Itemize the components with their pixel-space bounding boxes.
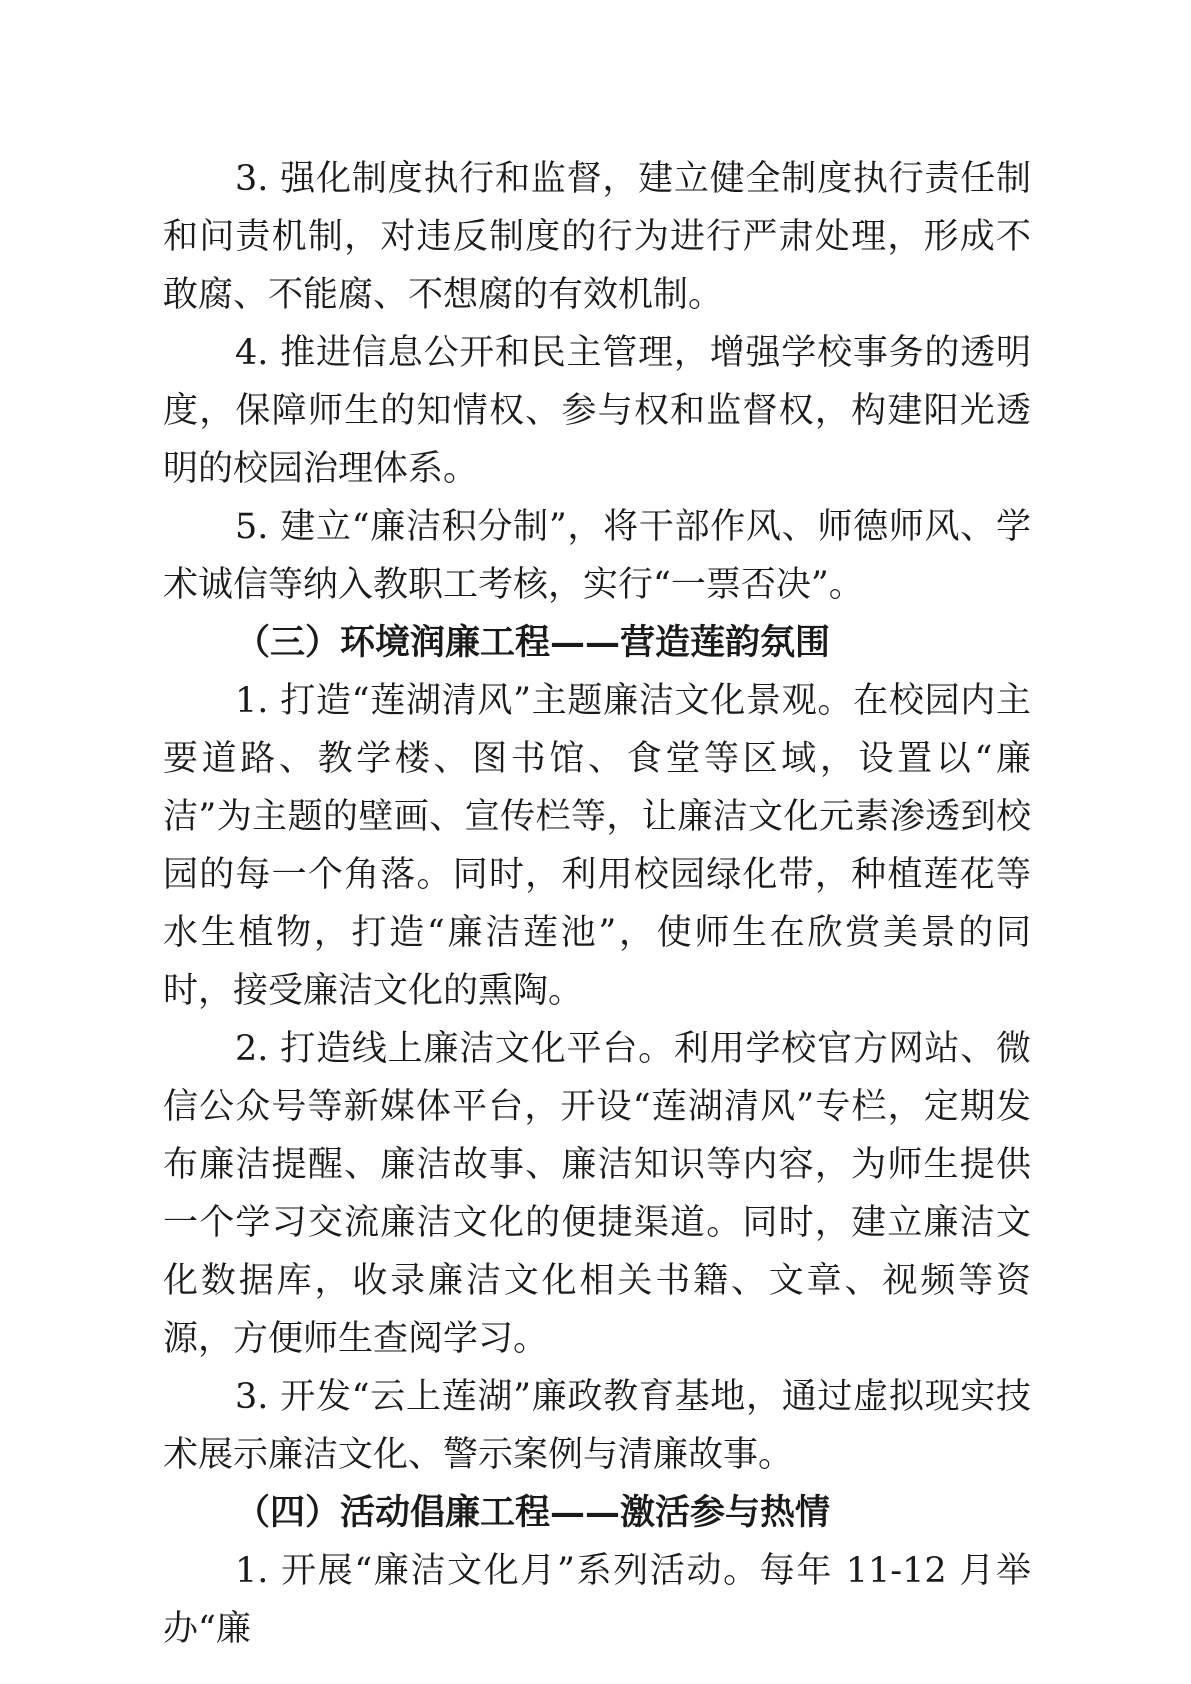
paragraph-env-item-2: 2. 打造线上廉洁文化平台。利用学校官方网站、微信公众号等新媒体平台，开设“莲湖清风”专栏，定期发布廉洁提醒、廉洁故事、廉洁知识等内容，为师生提供一个学习交流廉洁文化的便捷渠道。同时，建立廉洁文化数据库，收录廉洁文化相关书籍、文章、视频等资源，方便师生查阅学习。 xyxy=(163,1029,1031,1359)
paragraph-item-3: 3. 强化制度执行和监督，建立健全制度执行责任制和问责机制，对违反制度的行为进行严肃处理，形成不敢腐、不能腐、不想腐的有效机制。 xyxy=(163,159,1031,315)
section-heading-three: （三）环境润廉工程——营造莲韵氛围 xyxy=(235,622,831,663)
paragraph-env-item-3: 3. 开发“云上莲湖”廉政教育基地，通过虚拟现实技术展示廉洁文化、警示案例与清廉故事。 xyxy=(163,1377,1031,1475)
section-heading-four: （四）活动倡廉工程——激活参与热情 xyxy=(235,1492,831,1533)
paragraph-activity-item-1: 1. 开展“廉洁文化月”系列活动。每年 11-12 月举办“廉 xyxy=(163,1551,1031,1649)
document-body xyxy=(163,150,1031,1658)
paragraph-item-4: 4. 推进信息公开和民主管理，增强学校事务的透明度，保障师生的知情权、参与权和监督权，构建阳光透明的校园治理体系。 xyxy=(163,333,1031,489)
paragraph-item-5: 5. 建立“廉洁积分制”，将干部作风、师德师风、学术诚信等纳入教职工考核，实行“一票否决”。 xyxy=(163,507,1031,605)
paragraph-env-item-1: 1. 打造“莲湖清风”主题廉洁文化景观。在校园内主要道路、教学楼、图书馆、食堂等区域，设置以“廉洁”为主题的壁画、宣传栏等，让廉洁文化元素渗透到校园的每一个角落。同时，利用校园绿化带，种植莲花等水生植物，打造“廉洁莲池”，使师生在欣赏美景的同时，接受廉洁文化的熏陶。 xyxy=(163,681,1031,1011)
